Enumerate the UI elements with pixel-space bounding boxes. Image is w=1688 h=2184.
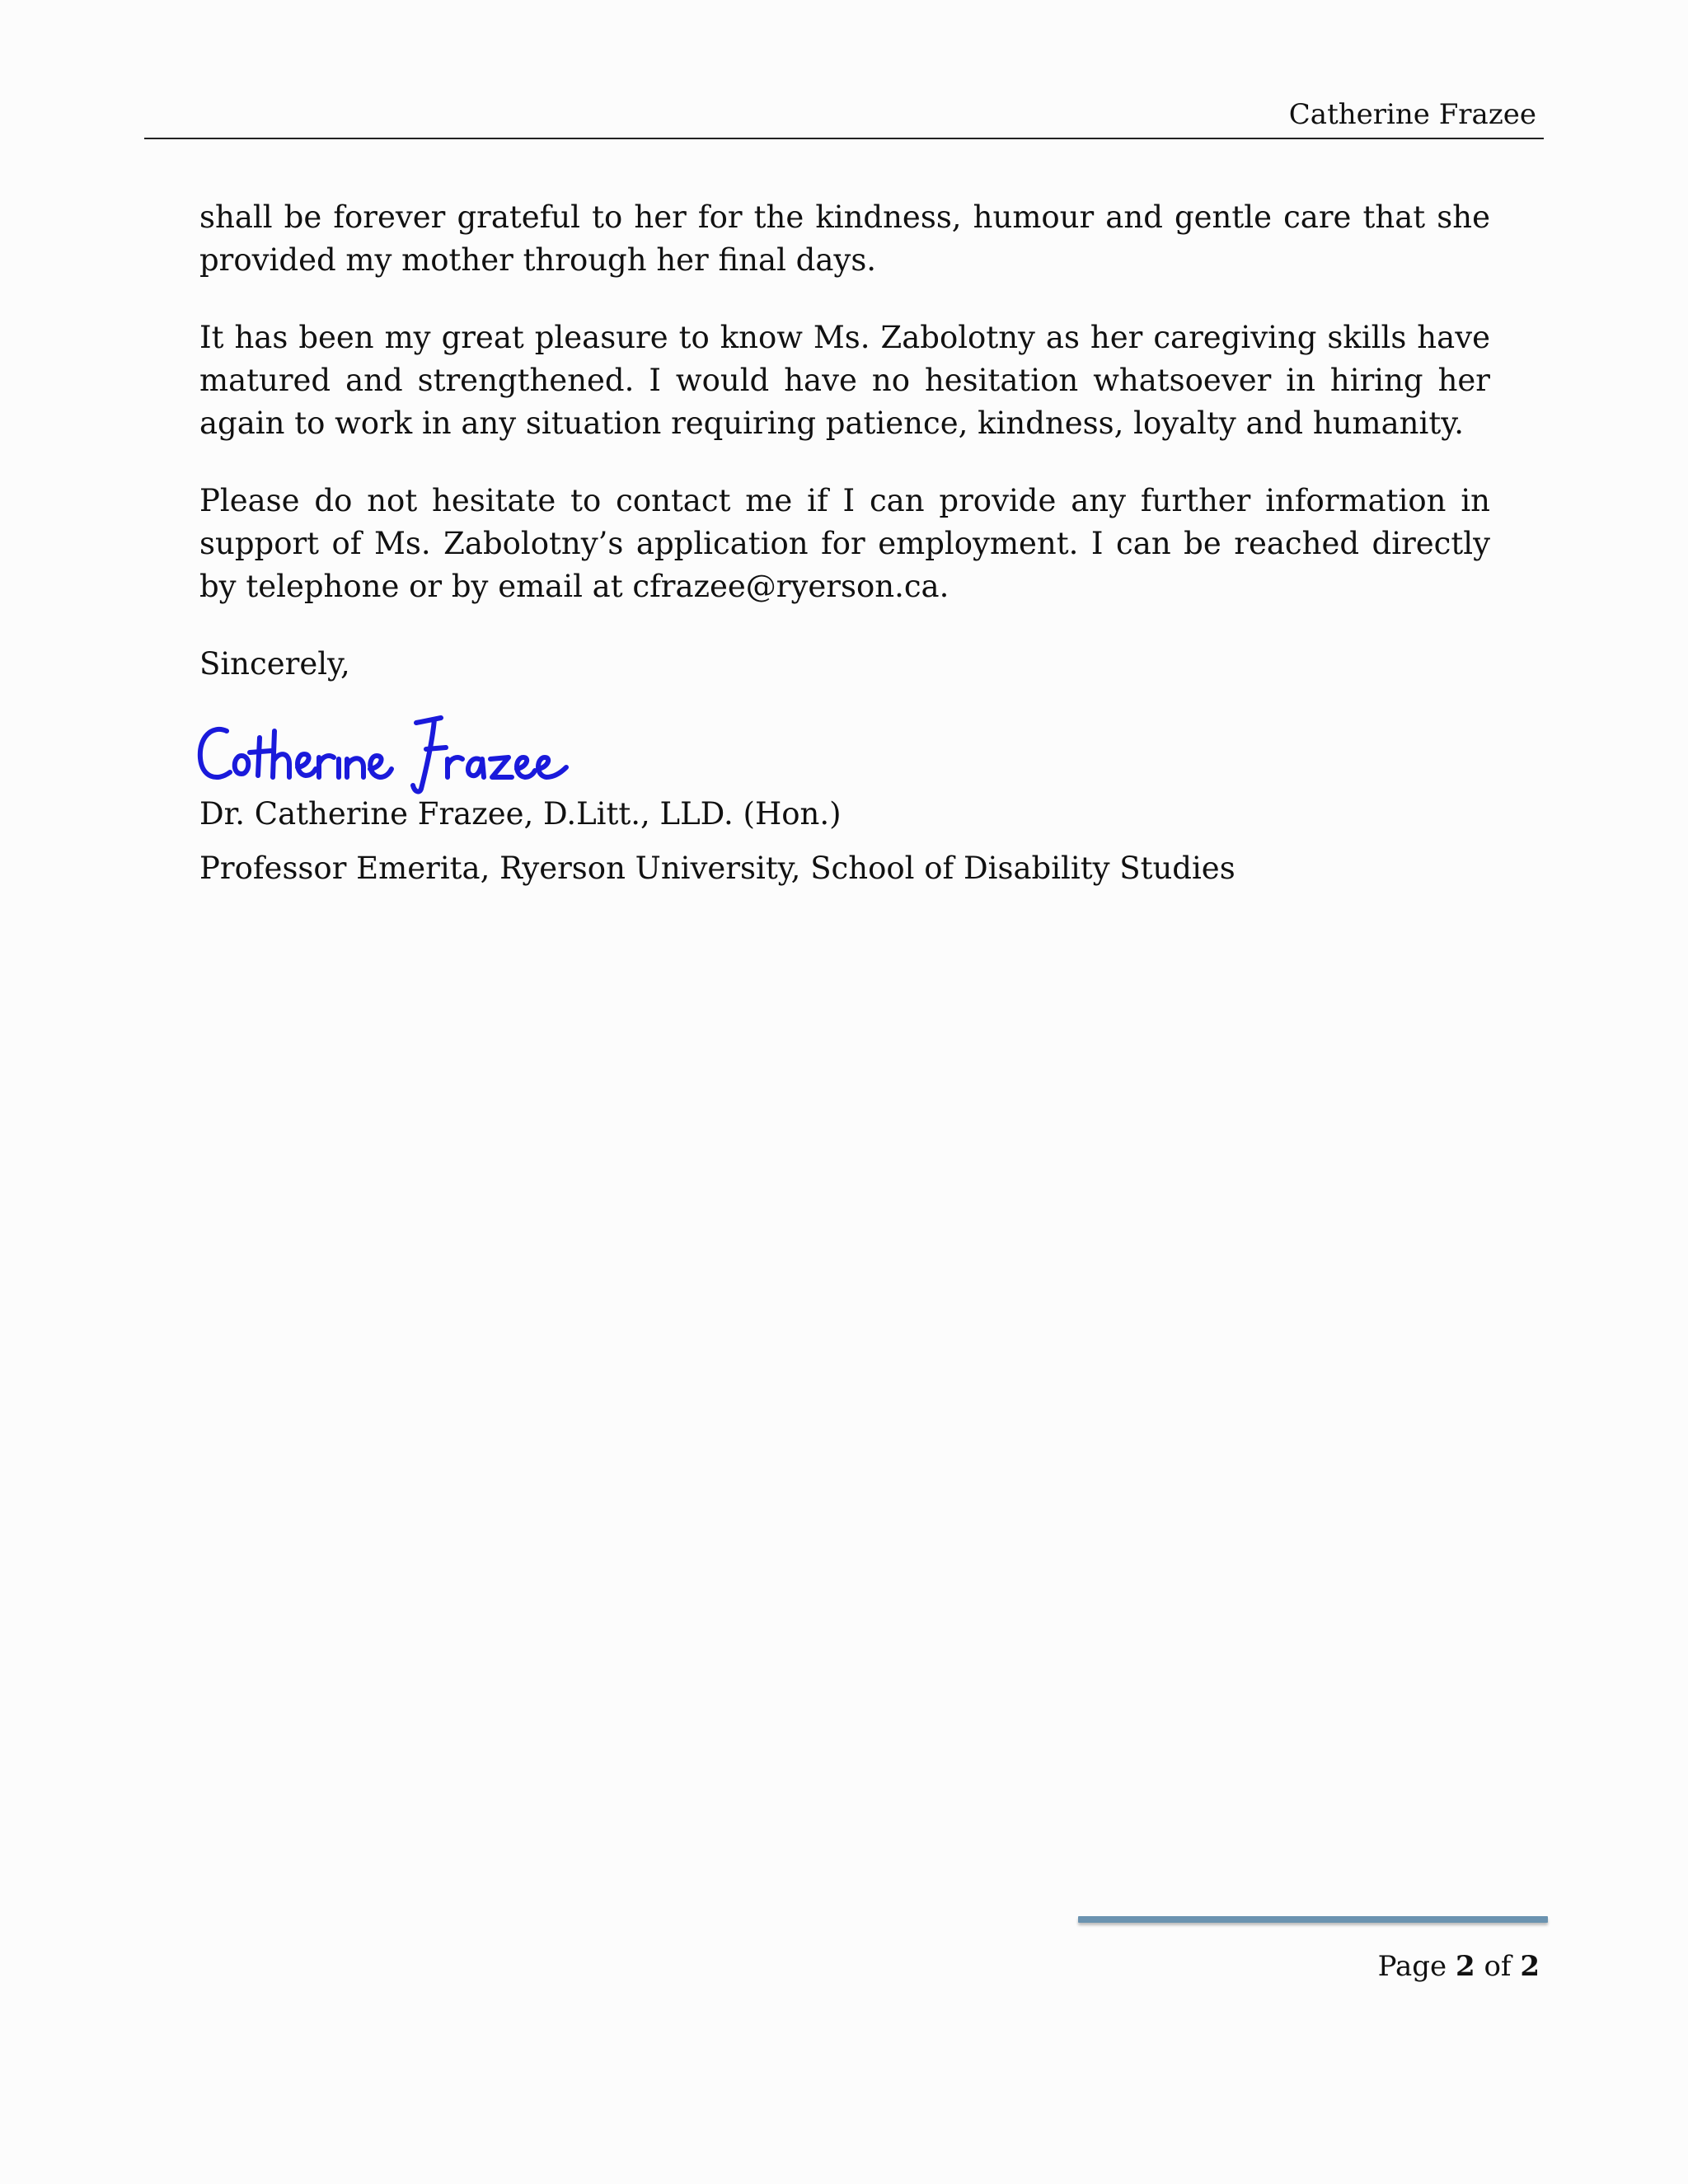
signer-name: Dr. Catherine Frazee, D.Litt., LLD. (Hon.): [199, 796, 842, 832]
total-pages: 2: [1520, 1950, 1540, 1983]
signer-title: Professor Emerita, Ryerson University, School of Disability Studies: [199, 851, 1236, 886]
letter-closing: Sincerely,: [199, 646, 350, 682]
letter-paragraph-3: Please do not hesitate to contact me if I can provide any further information in support of Ms. Zabolotny’s application for employment. I can be reached directly by telephone or by email at cfrazee@ryerson.ca.: [199, 483, 1490, 604]
letter-paragraph-2: It has been my great pleasure to know Ms. Zabolotny as her caregiving skills have matured and strengthened. I would have no hesitation whatsoever in hiring her again to work in any situation requiring patience, kindness, loyalty and humanity.: [199, 320, 1490, 441]
of-label: of: [1484, 1950, 1512, 1983]
signature-image: [194, 713, 573, 795]
page-label: Page: [1377, 1950, 1447, 1983]
footer-accent-bar: [1078, 1916, 1548, 1923]
header-divider: [144, 138, 1544, 139]
current-page: 2: [1455, 1950, 1475, 1983]
letter-paragraph-1: shall be forever grateful to her for the kindness, humour and gentle care that she provided my mother through her final days.: [199, 199, 1490, 278]
header-author-name: Catherine Frazee: [1288, 98, 1536, 131]
page-number: [1378, 1949, 1540, 1984]
handwritten-signature: [194, 713, 573, 795]
